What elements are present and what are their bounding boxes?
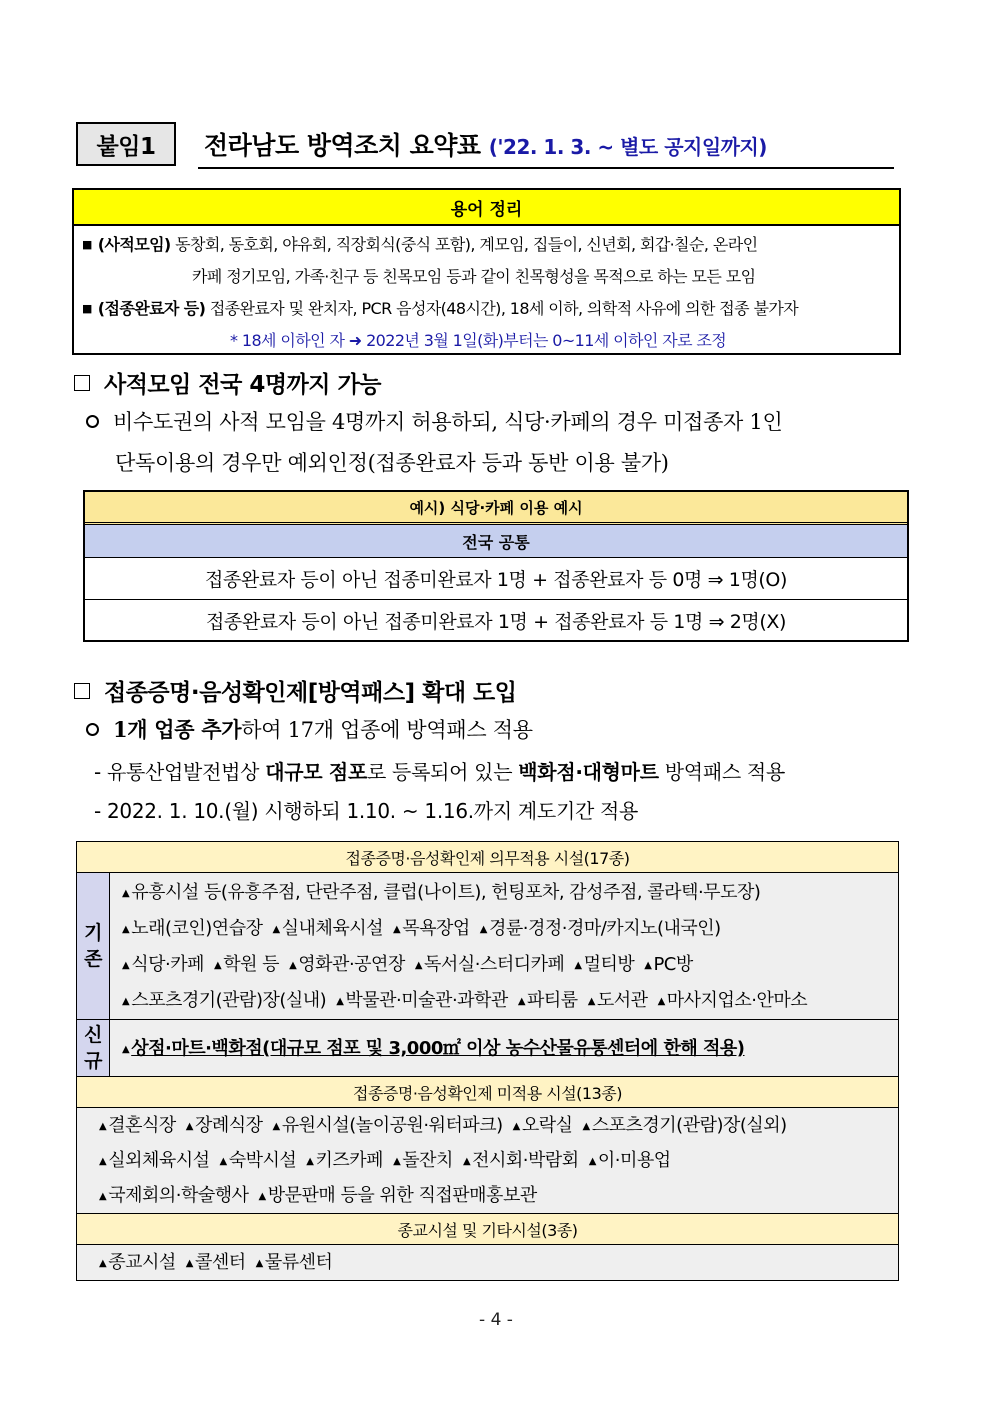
triangle-bullet-icon: ▲	[479, 924, 487, 935]
existing-facilities-row	[77, 873, 898, 1020]
facility-item: 독서실·스터디카페	[424, 954, 565, 975]
triangle-bullet-icon: ▲	[122, 888, 130, 899]
facility-item: 식당·카페	[131, 954, 204, 975]
facility-item: 장례식장	[194, 1115, 263, 1136]
bullet-bold-text: 1개 업종 추가	[113, 717, 242, 742]
triangle-bullet-icon: ▲	[517, 996, 526, 1007]
triangle-bullet-icon: ▲	[582, 1121, 590, 1132]
section-heading-vaccine-pass	[74, 674, 516, 707]
triangle-bullet-icon: ▲	[414, 960, 423, 971]
triangle-bullet-icon: ▲	[587, 996, 595, 1007]
example-table-row: 접종완료자 등이 아닌 접종미완료자 1명 + 접종완료자 등 0명 ⇒ 1명(O)	[205, 569, 787, 591]
facility-item: 도서관	[596, 990, 648, 1011]
exempt-facilities-list	[77, 1108, 898, 1214]
triangle-bullet-icon: ▲	[258, 1191, 266, 1202]
triangle-bullet-icon: ▲	[99, 1121, 107, 1132]
facility-item: 숙박시설	[228, 1150, 297, 1171]
glossary-heading: 용어 정리	[74, 190, 899, 226]
facility-item: 방문판매 등을 위한 직접판매홍보관	[267, 1185, 537, 1206]
triangle-bullet-icon: ▲	[99, 1156, 107, 1167]
example-table-subheader: 전국 공통	[85, 525, 907, 558]
triangle-bullet-icon: ▲	[393, 924, 401, 935]
facility-item: 이·미용업	[597, 1150, 671, 1171]
facility-item: 돌잔치	[402, 1150, 453, 1171]
triangle-bullet-icon: ▲	[657, 996, 665, 1007]
section-heading-private-gathering	[74, 366, 381, 399]
facility-item: 유원시설(놀이공원·워터파크)	[281, 1115, 503, 1136]
checkbox-square-icon	[74, 375, 90, 391]
title-date-range: ('22. 1. 3. ~ 별도 공지일까지)	[488, 135, 767, 159]
facility-line	[89, 1178, 898, 1213]
triangle-bullet-icon: ▲	[122, 1044, 130, 1055]
facility-item: 전시회·박람회	[472, 1150, 579, 1171]
dash-text: 로 등록되어 있는	[366, 760, 519, 784]
section1-bullet	[86, 406, 782, 436]
triangle-bullet-icon: ▲	[272, 924, 280, 935]
facility-item: 유흥시설 등(유흥주점, 단란주점, 클럽(나이트), 헌팅포차, 감성주점, 콜라텍·무도장)	[131, 882, 761, 903]
facility-item: 국제회의·학술행사	[108, 1185, 249, 1206]
existing-facilities-list	[110, 873, 898, 1019]
section2-dash-item-2: - 2022. 1. 10.(월) 시행하되 1.10. ~ 1.16.까지 계도기간 적용	[94, 799, 639, 823]
glossary-definition: 동창회, 동호회, 야유회, 직장회식(중식 포함), 계모임, 집들이, 신년회, 회갑·칠순, 온라인	[170, 235, 758, 254]
new-label-text: 신 규	[84, 1024, 102, 1072]
facility-item: 콜센터	[194, 1252, 246, 1273]
triangle-bullet-icon: ▲	[122, 924, 130, 935]
section2-dash-item-1	[94, 756, 785, 785]
triangle-bullet-icon: ▲	[185, 1121, 193, 1132]
page-number: - 4 -	[479, 1310, 513, 1330]
checkbox-square-icon	[74, 683, 90, 699]
facility-line	[122, 911, 898, 947]
facility-line	[89, 1143, 898, 1178]
dash-text: - 유통산업발전법상	[94, 760, 266, 784]
triangle-bullet-icon: ▲	[289, 960, 297, 971]
triangle-bullet-icon: ▲	[272, 1121, 280, 1132]
facility-line	[89, 1108, 898, 1143]
triangle-bullet-icon: ▲	[99, 1191, 107, 1202]
facility-item: 파티룸	[527, 990, 578, 1011]
facility-item: 노래(코인)연습장	[131, 918, 263, 939]
facility-item: 마사지업소·안마소	[666, 990, 808, 1011]
religious-facilities-header: 종교시설 및 기타시설(3종)	[77, 1214, 898, 1245]
facility-item: 스포츠경기(관람)장(실외)	[591, 1115, 787, 1136]
document-title	[76, 122, 894, 170]
facility-line	[122, 983, 898, 1019]
section1-bullet-cont: 단독이용의 경우만 예외인정(접종완료자 등과 동반 이용 불가)	[115, 451, 669, 475]
triangle-bullet-icon: ▲	[574, 960, 582, 971]
triangle-bullet-icon: ▲	[122, 960, 130, 971]
dash-bold-text: 대규모 점포	[265, 760, 367, 784]
new-facilities-list	[110, 1020, 898, 1076]
facility-item: 실외체육시설	[108, 1150, 210, 1171]
religious-facilities-list	[77, 1245, 898, 1280]
bullet-text: 비수도권의 사적 모임을 4명까지 허용하되, 식당·카페의 경우 미접종자 1인	[113, 410, 783, 434]
facility-item: 멀티방	[583, 954, 635, 975]
facility-line	[122, 947, 898, 983]
section-heading-text: 접종증명·음성확인제[방역패스] 확대 도입	[104, 680, 517, 706]
new-facility-item	[122, 1022, 898, 1076]
facility-item: 경륜·경정·경마/카지노(내국인)	[488, 918, 721, 939]
facility-item: 실내체육시설	[281, 918, 383, 939]
circle-bullet-icon	[86, 723, 99, 736]
glossary-definition: 접종완료자 및 완치자, PCR 음성자(48시간), 18세 이하, 의학적 사유에 의한 접종 불가자	[205, 299, 799, 318]
facility-item: 오락실	[521, 1115, 573, 1136]
triangle-bullet-icon: ▲	[122, 996, 130, 1007]
triangle-bullet-icon: ▲	[644, 960, 652, 971]
mandatory-facilities-header: 접종증명·음성확인제 의무적용 시설(17종)	[77, 842, 898, 873]
facility-item: 키즈카페	[315, 1150, 384, 1171]
triangle-bullet-icon: ▲	[588, 1156, 596, 1167]
existing-label	[77, 873, 110, 1019]
example-table-row: 접종완료자 등이 아닌 접종미완료자 1명 + 접종완료자 등 1명 ⇒ 2명(X)	[85, 599, 907, 640]
facility-item: 종교시설	[108, 1252, 176, 1273]
facility-item: 목욕장업	[402, 918, 470, 939]
triangle-bullet-icon: ▲	[393, 1156, 401, 1167]
facility-item: 결혼식장	[108, 1115, 176, 1136]
triangle-bullet-icon: ▲	[336, 996, 344, 1007]
facility-line	[122, 875, 898, 911]
facility-line	[89, 1245, 898, 1280]
triangle-bullet-icon: ▲	[185, 1258, 193, 1269]
section2-bullet	[86, 714, 533, 744]
facility-item: PC방	[653, 954, 693, 975]
glossary-definition-cont: 카페 정기모임, 가족·친구 등 친목모임 등과 같이 친목형성을 목적으로 하는 모든 모임	[192, 267, 756, 286]
square-bullet-icon: ■	[82, 302, 92, 315]
triangle-bullet-icon: ▲	[219, 1156, 227, 1167]
example-table	[83, 490, 909, 642]
triangle-bullet-icon: ▲	[512, 1121, 520, 1132]
glossary-item-vaccinated	[82, 293, 891, 325]
dash-text: 방역패스 적용	[658, 760, 785, 784]
bullet-text: 하여 17개 업종에 방역패스 적용	[241, 718, 533, 742]
dash-bold-text: 백화점·대형마트	[518, 760, 659, 784]
facility-item: 스포츠경기(관람)장(실내)	[131, 990, 327, 1011]
attachment-badge: 붙임1	[76, 122, 176, 166]
square-bullet-icon: ■	[82, 238, 92, 251]
triangle-bullet-icon: ▲	[255, 1258, 263, 1269]
facility-item: 박물관·미술관·과학관	[345, 990, 508, 1011]
triangle-bullet-icon: ▲	[306, 1156, 314, 1167]
glossary-term: (접종완료자 등)	[97, 299, 206, 318]
circle-bullet-icon	[86, 415, 99, 428]
glossary-term: (사적모임)	[97, 235, 171, 254]
page-title	[204, 126, 767, 162]
facilities-table	[76, 841, 899, 1281]
example-table-title: 예시) 식당·카페 이용 예시	[85, 492, 907, 525]
facility-item: 물류센터	[264, 1252, 333, 1273]
existing-label-text: 기 존	[84, 922, 102, 970]
new-label	[77, 1020, 110, 1076]
triangle-bullet-icon: ▲	[213, 960, 222, 971]
new-facility-text: 상점·마트·백화점(대규모 점포 및 3,000㎡ 이상 농수산물유통센터에 한해 적용)	[131, 1038, 745, 1059]
new-facilities-row	[77, 1020, 898, 1077]
exempt-facilities-header: 접종증명·음성확인제 미적용 시설(13종)	[77, 1077, 898, 1108]
facility-item: 학원 등	[223, 954, 280, 975]
facility-item: 영화관·공연장	[298, 954, 405, 975]
glossary-item-private-gathering	[82, 229, 891, 261]
glossary-box	[72, 188, 901, 355]
title-underline	[198, 167, 894, 169]
glossary-note: * 18세 이하인 자 ➜ 2022년 3월 1일(화)부터는 0~11세 이하인 자로 조정	[230, 331, 727, 350]
triangle-bullet-icon: ▲	[462, 1156, 471, 1167]
title-main: 전라남도 방역조치 요약표	[204, 131, 489, 160]
triangle-bullet-icon: ▲	[99, 1258, 107, 1269]
section-heading-text: 사적모임 전국 4명까지 가능	[104, 372, 381, 398]
